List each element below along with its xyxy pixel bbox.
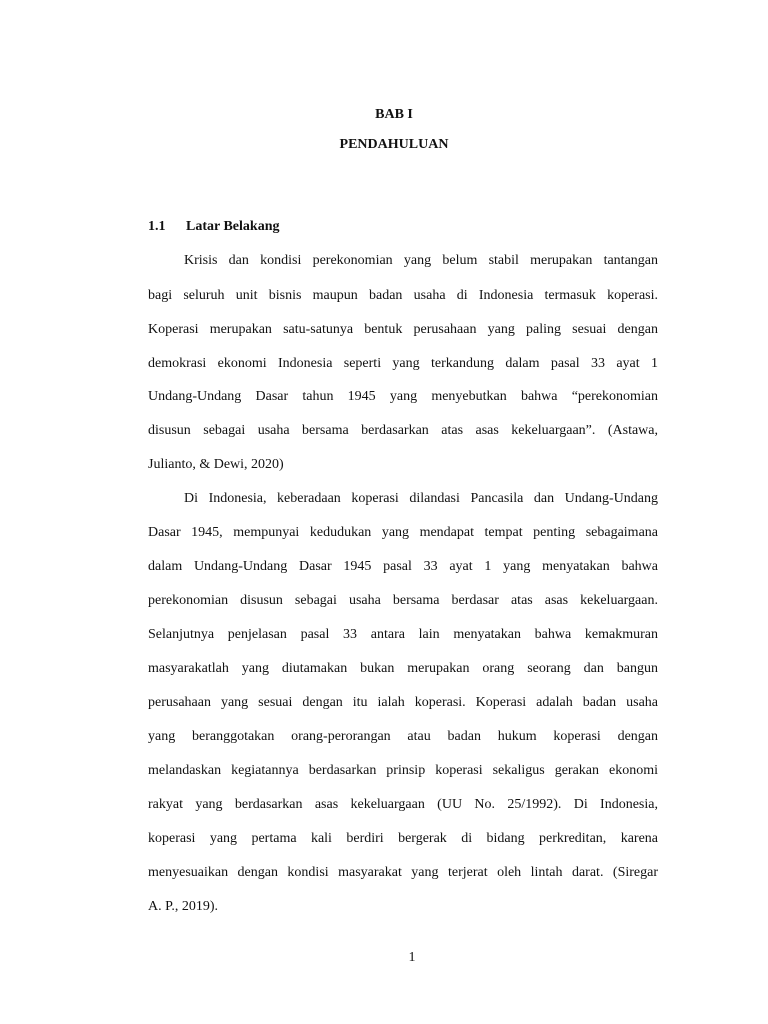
paragraph-line: demokrasi ekonomi Indonesia seperti yang terkandung dalam pasal 33 ayat 1 [148,356,658,371]
paragraph-line: melandaskan kegiatannya berdasarkan prinsip koperasi sekaligus gerakan ekonomi [148,763,658,778]
chapter-label: BAB I [375,107,413,122]
paragraph-line: Julianto, & Dewi, 2020) [148,457,284,472]
paragraph-line: Dasar 1945, mempunyai kedudukan yang mendapat tempat penting sebagaimana [148,525,658,540]
paragraph-line: disusun sebagai usaha bersama berdasarkan atas asas kekeluargaan”. (Astawa, [148,423,658,438]
paragraph-line: menyesuaikan dengan kondisi masyarakat yang terjerat oleh lintah darat. (Siregar [148,865,658,880]
paragraph-line: yang beranggotakan orang-perorangan atau badan hukum koperasi dengan [148,729,658,744]
paragraph-line: A. P., 2019). [148,899,219,914]
page-number: 1 [408,950,416,965]
section-number: 1.1 [148,219,166,234]
section-title: Latar Belakang [186,219,280,234]
paragraph-line: bagi seluruh unit bisnis maupun badan usaha di Indonesia termasuk koperasi. [148,288,658,303]
paragraph-line: rakyat yang berdasarkan asas kekeluargaan (UU No. 25/1992). Di Indonesia, [148,797,658,812]
paragraph-line: koperasi yang pertama kali berdiri bergerak di bidang perkreditan, karena [148,831,658,846]
section-heading [148,219,279,235]
paragraph-line: Undang-Undang Dasar tahun 1945 yang menyebutkan bahwa “perekonomian [148,389,658,404]
paragraph-line: Krisis dan kondisi perekonomian yang belum stabil merupakan tantangan [184,253,658,268]
paragraph-line: perusahaan yang sesuai dengan itu ialah koperasi. Koperasi adalah badan usaha [148,695,658,710]
paragraph-line: Koperasi merupakan satu-satunya bentuk perusahaan yang paling sesuai dengan [148,322,658,337]
paragraph-line: masyarakatlah yang diutamakan bukan merupakan orang seorang dan bangun [148,661,658,676]
paragraph-line: dalam Undang-Undang Dasar 1945 pasal 33 ayat 1 yang menyatakan bahwa [148,559,658,574]
chapter-title: PENDAHULUAN [339,137,449,152]
paragraph-line: Di Indonesia, keberadaan koperasi dilandasi Pancasila dan Undang-Undang [184,491,658,506]
paragraph-line: perekonomian disusun sebagai usaha bersama berdasar atas asas kekeluargaan. [148,593,658,608]
paragraph-line: Selanjutnya penjelasan pasal 33 antara lain menyatakan bahwa kemakmuran [148,627,658,642]
